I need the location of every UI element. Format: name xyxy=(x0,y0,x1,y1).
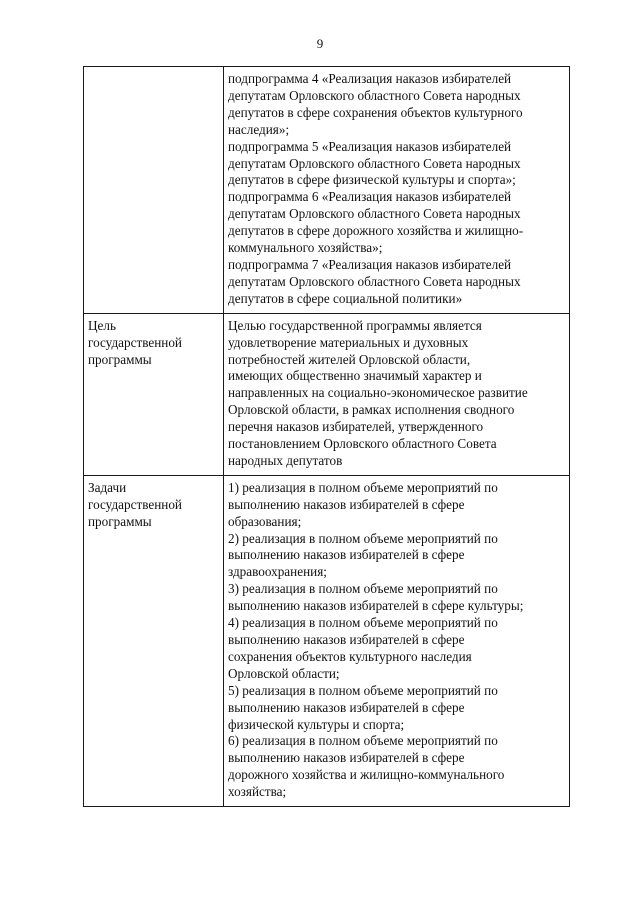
label-line: программы xyxy=(88,351,152,367)
tasks-content-cell xyxy=(224,475,570,806)
content-line: образования; xyxy=(228,513,302,529)
tasks-label-cell xyxy=(84,475,224,806)
content-line: Целью государственной программы является xyxy=(228,317,482,333)
content-line: народных депутатов xyxy=(228,452,343,468)
content-line: депутатам Орловского областного Совета народных xyxy=(228,155,521,171)
content-line: выполнению наказов избирателей в сфере xyxy=(228,699,465,715)
label-line: Задачи xyxy=(88,479,127,495)
content-line: Орловской области, в рамках исполнения сводного xyxy=(228,402,515,418)
content-line: дорожного хозяйства и жилищно-коммунального xyxy=(228,767,505,783)
content-line: коммунального хозяйства»; xyxy=(228,240,383,256)
content-line: депутатов в сфере дорожного хозяйства и жилищно- xyxy=(228,223,524,239)
content-line: депутатам Орловского областного Совета народных xyxy=(228,273,521,289)
subprograms-content-cell xyxy=(224,67,570,314)
content-line: направленных на социально-экономическое развитие xyxy=(228,385,528,401)
content-line: выполнению наказов избирателей в сфере xyxy=(228,632,465,647)
content-line: выполнению наказов избирателей в сфере xyxy=(228,750,465,766)
content-line: подпрограмма 6 «Реализация наказов избирателей xyxy=(228,189,512,205)
content-line: 3) реализация в полном объеме мероприятий по xyxy=(228,581,498,597)
content-line: физической культуры и спорта; xyxy=(228,716,405,732)
content-line: удовлетворение материальных и духовных xyxy=(228,334,469,350)
content-line: Орловской области; xyxy=(228,665,340,681)
table-row-subprograms xyxy=(84,67,570,314)
content-line: 5) реализация в полном объеме мероприятий по xyxy=(228,682,498,698)
content-line: хозяйства; xyxy=(228,784,287,800)
content-line: 2) реализация в полном объеме мероприятий по xyxy=(228,530,498,546)
content-line: перечня наказов избирателей, утвержденного xyxy=(228,419,484,435)
content-line: подпрограмма 5 «Реализация наказов избирателей xyxy=(228,138,512,154)
table-row-tasks xyxy=(84,475,570,806)
content-line: подпрограмма 4 «Реализация наказов избирателей xyxy=(228,71,512,86)
content-line: выполнению наказов избирателей в сфере культуры; xyxy=(228,598,524,614)
program-passport-table xyxy=(83,66,570,807)
content-line: имеющих общественно значимый характер и xyxy=(228,368,482,384)
content-line: 1) реализация в полном объеме мероприятий по xyxy=(228,479,498,495)
row-label-cell xyxy=(84,67,224,314)
page-number: 9 xyxy=(316,36,324,51)
content-line: выполнению наказов избирателей в сфере xyxy=(228,547,465,563)
content-line: постановлением Орловского областного Совета xyxy=(228,436,497,452)
goal-label-cell xyxy=(84,313,224,475)
content-line: депутатов в сфере сохранения объектов культурного xyxy=(228,104,523,120)
content-line: депутатам Орловского областного Совета народных xyxy=(228,206,521,222)
content-line: потребностей жителей Орловской области, xyxy=(228,351,471,367)
label-line: программы xyxy=(88,513,152,529)
content-line: 4) реализация в полном объеме мероприятий по xyxy=(228,615,498,631)
content-line: здравоохранения; xyxy=(228,564,327,580)
label-line: государственной xyxy=(88,496,182,512)
content-line: депутатам Орловского областного Совета народных xyxy=(228,87,521,103)
content-line: депутатов в сфере социальной политики» xyxy=(228,290,463,306)
label-line: Цель xyxy=(88,317,116,333)
goal-content-cell xyxy=(224,313,570,475)
label-line: государственной xyxy=(88,334,182,350)
content-line: сохранения объектов культурного наследия xyxy=(228,648,472,664)
content-line: наследия»; xyxy=(228,121,290,137)
content-line: подпрограмма 7 «Реализация наказов избирателей xyxy=(228,256,512,272)
table-row-goal xyxy=(84,313,570,475)
content-line: 6) реализация в полном объеме мероприятий по xyxy=(228,733,498,749)
content-line: депутатов в сфере физической культуры и спорта»; xyxy=(228,172,516,188)
content-line: выполнению наказов избирателей в сфере xyxy=(228,496,465,512)
